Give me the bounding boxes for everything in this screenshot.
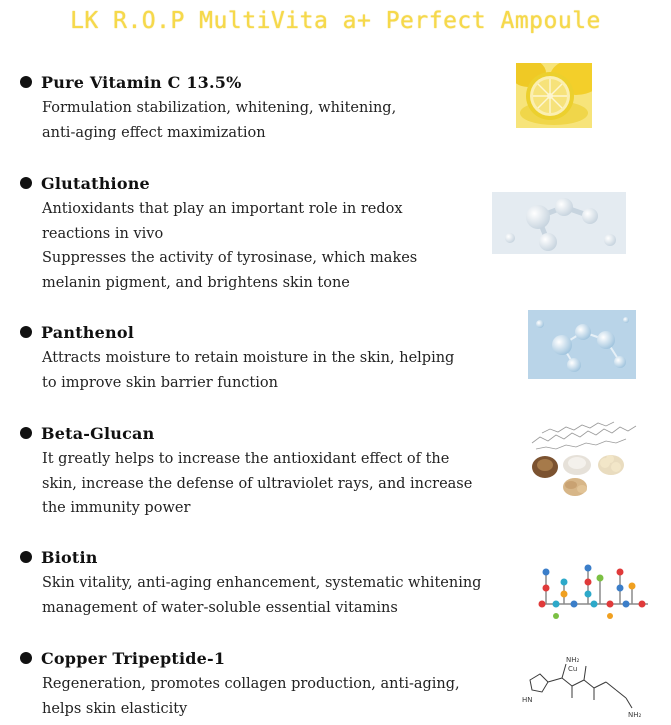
ingredient-description: [42, 346, 510, 395]
description-line: Formulation stabilization, whitening, whitening,: [42, 100, 397, 116]
ingredient-name: Pure Vitamin C 13.5%: [41, 72, 242, 92]
description-line: Attracts moisture to retain moisture in the skin, helping: [42, 350, 455, 366]
description-line: Suppresses the activity of tyrosinase, which makes: [42, 250, 418, 266]
ingredient-description: [42, 197, 510, 295]
description-line: It greatly helps to increase the antioxidant effect of the: [42, 451, 450, 467]
description-line: melanin pigment, and brightens skin tone: [42, 274, 350, 291]
ingredient-biotin: [20, 546, 510, 620]
ingredient-description: [42, 571, 510, 620]
ingredient-name: Biotin: [41, 547, 98, 567]
bullet-icon: [20, 76, 32, 88]
bullet-icon: [20, 427, 32, 439]
molecule-droplets-image: [492, 192, 626, 254]
description-line: anti-aging effect maximization: [42, 124, 266, 141]
description-line: Regeneration, promotes collagen production, anti-aging,: [42, 676, 460, 692]
ingredient-name: Panthenol: [41, 322, 134, 342]
nh2-bottom-label: NH₂: [628, 711, 642, 718]
ingredient-copper-tripeptide: [20, 647, 510, 721]
biotin-molecule-image: [530, 560, 654, 622]
ingredient-description: [42, 96, 510, 145]
ingredient-name: Beta-Glucan: [41, 423, 155, 443]
ingredient-panthenol: [20, 321, 510, 395]
bullet-icon: [20, 652, 32, 664]
page-title: LK R.O.P MultiVita a+ Perfect Ampoule: [70, 8, 601, 34]
description-line: Antioxidants that play an important role in redox: [42, 201, 403, 217]
copper-tripeptide-structure-image: [522, 654, 652, 718]
lemon-image: [516, 63, 592, 128]
bullet-icon: [20, 177, 32, 189]
bullet-icon: [20, 551, 32, 563]
description-line: management of water-soluble essential vitamins: [42, 599, 398, 616]
description-line: the immunity power: [42, 500, 191, 516]
ingredient-glutathione: [20, 172, 510, 295]
bullet-icon: [20, 326, 32, 338]
beta-glucan-structure-image: [528, 417, 640, 499]
ingredient-name: Copper Tripeptide-1: [41, 648, 226, 668]
nh2-top-label: NH₂: [566, 656, 580, 664]
description-line: Skin vitality, anti-aging enhancement, systematic whitening: [42, 575, 482, 591]
description-line: skin, increase the defense of ultraviolet rays, and increase: [42, 475, 473, 492]
ingredient-name: Glutathione: [41, 173, 150, 193]
description-line: reactions in vivo: [42, 225, 164, 242]
copper-label: Cu: [568, 665, 578, 673]
hn-label: HN: [522, 696, 533, 704]
ingredient-description: [42, 672, 510, 721]
description-line: helps skin elasticity: [42, 700, 188, 717]
molecule-bubbles-image: [528, 310, 636, 379]
ingredient-description: [42, 447, 510, 521]
ingredient-beta-glucan: [20, 422, 510, 521]
ingredient-vitamin-c: [20, 71, 510, 145]
description-line: to improve skin barrier function: [42, 374, 278, 391]
